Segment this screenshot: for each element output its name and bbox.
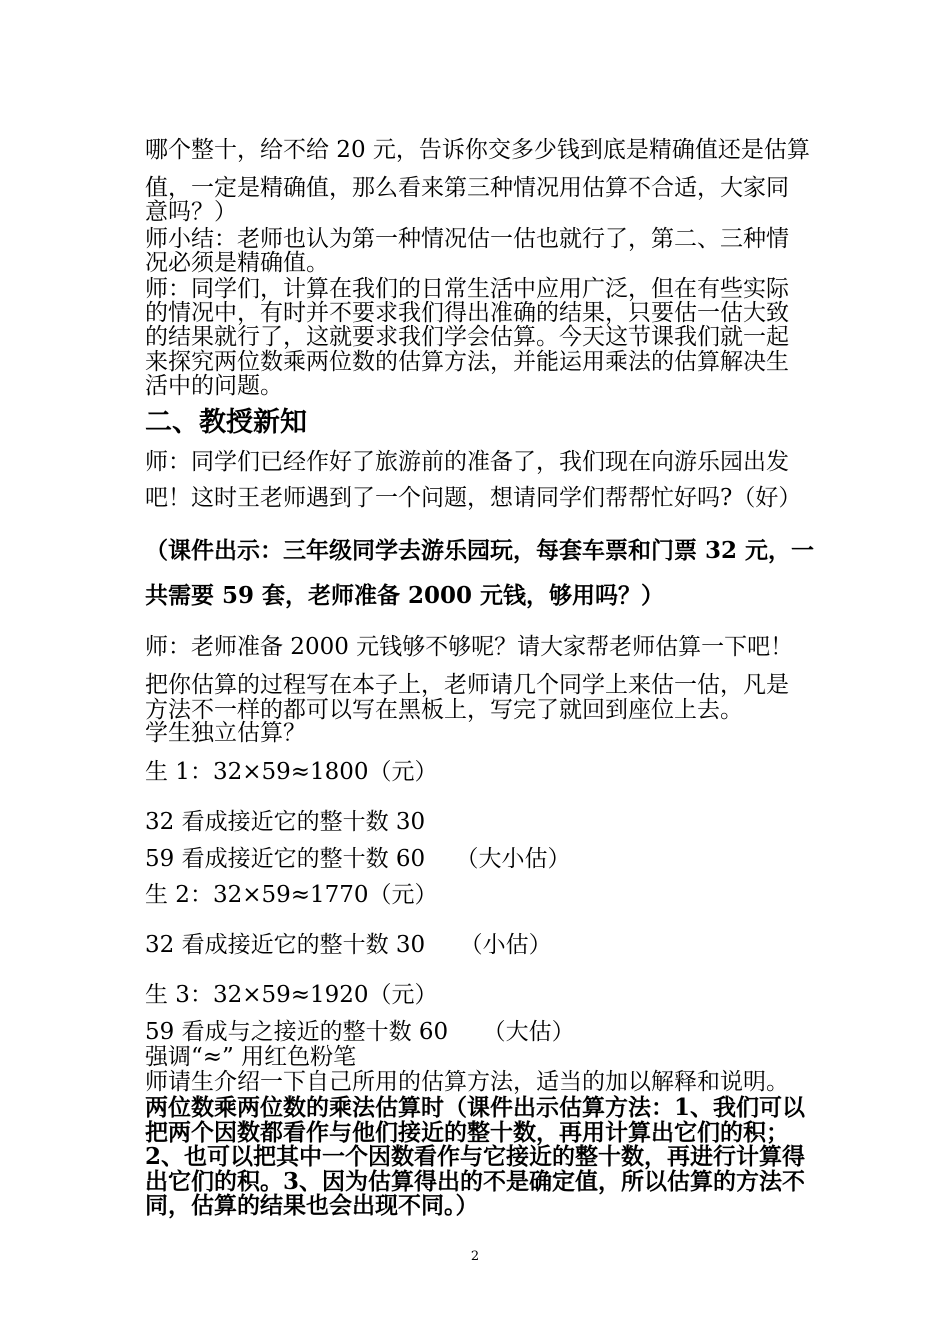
estimate-line: 生 1：32×59≈1800（元） [145,759,438,785]
text-line: 活中的问题。 [145,373,283,399]
estimate-line: 生 3：32×59≈1920（元） [145,982,438,1008]
text-line: 的结果就行了，这就要求我们学会估算。今天这节课我们就一起 [145,324,789,350]
section-heading: 二、教授新知 [145,407,307,438]
text-line: 况必须是精确值。 [145,250,329,276]
problem-line: （课件出示：三年级同学去游乐园玩，每套车票和门票 32 元，一 [145,537,815,564]
text-line: 吧！这时王老师遇到了一个问题，想请同学们帮帮忙好吗?（好） [145,485,802,511]
text-line: 来探究两位数乘两位数的估算方法，并能运用乘法的估算解决生 [145,349,789,375]
text-line: 方法不一样的都可以写在黑板上，写完了就回到座位上去。 [145,697,743,723]
method-line: 把两个因数都看作与他们接近的整十数，再用计算出它们的积； [145,1119,789,1146]
estimate-line: 32 看成接近它的整十数 30 （小估） [145,932,552,958]
page-number: 2 [470,1249,480,1264]
text-line: 强调“≈” 用红色粉笔 [145,1044,357,1070]
estimate-line: 生 2：32×59≈1770（元） [145,882,438,908]
text-line: 师：同学们已经作好了旅游前的准备了，我们现在向游乐园出发 [145,449,789,475]
method-line: 出它们的积。3、因为估算得出的不是确定值，所以估算的方法不 [145,1168,806,1195]
text-line: 师小结：老师也认为第一种情况估一估也就行了，第二、三种情 [145,226,789,252]
text-line: 把你估算的过程写在本子上，老师请几个同学上来估一估，凡是 [145,672,789,698]
method-line: 两位数乘两位数的乘法估算时（课件出示估算方法：1、我们可以 [145,1094,806,1121]
text-line: 意吗？） [145,199,237,225]
estimate-line: 59 看成与之接近的整十数 60 （大估） [145,1019,575,1045]
text-line: 的情况中，有时并不要求我们得出准确的结果，只要估一估大致 [145,300,789,326]
text-line: 师：老师准备 2000 元钱够不够呢？请大家帮老师估算一下吧！ [145,634,794,660]
estimate-line: 32 看成接近它的整十数 30 [145,809,426,835]
text-line: 值，一定是精确值，那么看来第三种情况用估算不合适，大家同 [145,175,789,201]
problem-line: 共需要 59 套，老师准备 2000 元钱，够用吗？） [145,582,665,609]
text-line: 师：同学们，计算在我们的日常生活中应用广泛，但在有些实际 [145,276,789,302]
text-line: 哪个整十，给不给 20 元，告诉你交多少钱到底是精确值还是估算 [145,137,810,163]
estimate-line: 59 看成接近它的整十数 60 （大小估） [145,846,571,872]
text-line: 学生独立估算？ [145,720,306,746]
method-line: 2、也可以把其中一个因数看作与它接近的整十数，再进行计算得 [145,1143,806,1170]
text-line: 师请生介绍一下自己所用的估算方法，适当的加以解释和说明。 [145,1069,789,1095]
method-line: 同，估算的结果也会出现不同。） [145,1192,479,1219]
